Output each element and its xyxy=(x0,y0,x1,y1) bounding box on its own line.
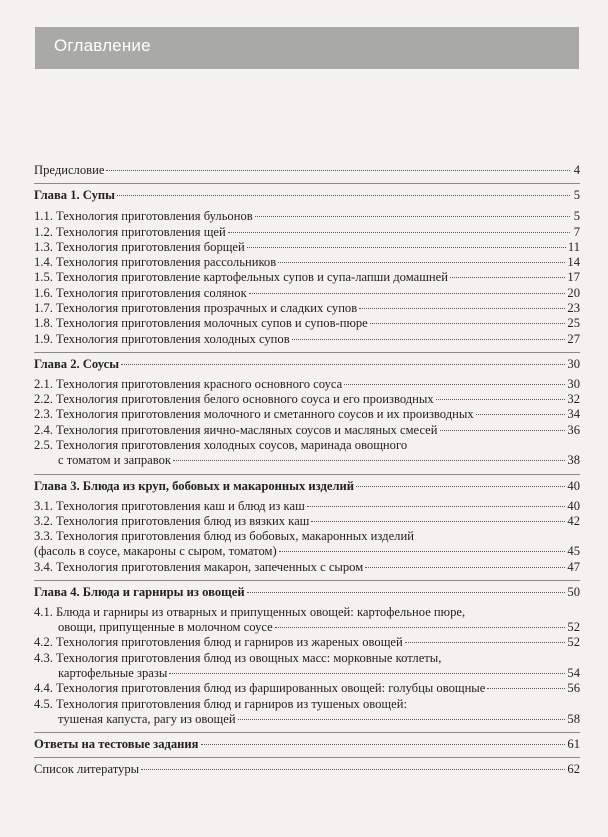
leader-dots xyxy=(106,170,570,171)
toc-entry[interactable] xyxy=(34,316,580,331)
toc-entry[interactable] xyxy=(34,286,580,301)
leader-dots xyxy=(255,216,570,217)
toc-entry-title: 2.1. Технология приготовления красного основного соуса xyxy=(34,377,343,391)
leader-dots xyxy=(141,769,565,770)
toc-entry[interactable] xyxy=(34,407,580,422)
toc-chapter-3[interactable] xyxy=(34,479,580,494)
leader-dots xyxy=(228,232,570,233)
toc-entry-page: 23 xyxy=(567,301,580,315)
toc-entry[interactable] xyxy=(34,499,580,514)
toc-entry-title: 4.3. Технология приготовления блюд из овощных масс: морковные котлеты, xyxy=(34,651,442,665)
toc-entry-title: 1.2. Технология приготовления щей xyxy=(34,225,226,239)
leader-dots xyxy=(356,486,565,487)
toc-entry-page: 42 xyxy=(567,514,580,528)
leader-dots xyxy=(278,262,565,263)
toc-entry-page: 50 xyxy=(567,585,580,599)
toc-entry-title: 3.4. Технология приготовления макарон, запеченных с сыром xyxy=(34,560,364,574)
toc-entry-page: 58 xyxy=(567,712,580,726)
toc-entry[interactable] xyxy=(34,377,580,392)
leader-dots xyxy=(359,308,565,309)
toc-entry-page: 30 xyxy=(567,357,580,371)
divider xyxy=(34,757,580,758)
page-title: Оглавление xyxy=(54,36,151,55)
toc-entry[interactable] xyxy=(34,560,580,575)
toc-entry-multiline[interactable] xyxy=(34,697,580,727)
toc-entry-title: 4.1. Блюда и гарниры из отварных и припущенных овощей: картофельное пюре, xyxy=(34,605,466,619)
leader-dots xyxy=(405,642,566,643)
toc-entry-page: 56 xyxy=(567,681,580,695)
divider xyxy=(34,183,580,184)
toc-entry-title: 3.2. Технология приготовления блюд из вязких каш xyxy=(34,514,310,528)
toc-entry-title: 2.4. Технология приготовления яично-масляных соусов и масляных смесей xyxy=(34,423,438,437)
leader-dots xyxy=(307,506,566,507)
toc-entry-title-cont: с томатом и заправок xyxy=(58,453,171,467)
toc-entry-title: 4.4. Технология приготовления блюд из фаршированных овощей: голубцы овощные xyxy=(34,681,486,695)
toc-chapter-1[interactable] xyxy=(34,188,580,203)
toc-chapter-title: Глава 3. Блюда из круп, бобовых и макаронных изделий xyxy=(34,479,355,493)
leader-dots xyxy=(247,592,566,593)
toc-entry[interactable] xyxy=(34,225,580,240)
toc-entry-page: 20 xyxy=(567,286,580,300)
toc-entry-page: 11 xyxy=(567,240,580,254)
leader-dots xyxy=(117,195,570,196)
toc-chapter-title: Глава 1. Супы xyxy=(34,188,115,202)
divider xyxy=(34,352,580,353)
toc-entry-page: 25 xyxy=(567,316,580,330)
toc-chapter-title: Глава 2. Соусы xyxy=(34,357,120,371)
leader-dots xyxy=(487,688,565,689)
toc-entry-page: 7 xyxy=(573,225,580,239)
leader-dots xyxy=(450,277,565,278)
toc-entry-title-cont: (фасоль в соусе, макароны с сыром, томатом) xyxy=(34,544,277,558)
leader-dots xyxy=(247,247,566,248)
leader-dots xyxy=(311,521,565,522)
toc-entry-page: 40 xyxy=(567,479,580,493)
toc-entry-page: 47 xyxy=(567,560,580,574)
leader-dots xyxy=(440,430,566,431)
toc-entry-answers[interactable] xyxy=(34,737,580,752)
toc-entry-multiline[interactable] xyxy=(34,438,580,468)
toc-entry-page: 5 xyxy=(573,209,580,223)
toc-entry[interactable] xyxy=(34,240,580,255)
toc-entry-page: 52 xyxy=(567,620,580,634)
toc-entry-page: 34 xyxy=(567,407,580,421)
toc-entry-page: 14 xyxy=(567,255,580,269)
toc-entry[interactable] xyxy=(34,635,580,650)
toc-entry-multiline[interactable] xyxy=(34,529,580,559)
leader-dots xyxy=(365,567,565,568)
toc-entry-title-cont: овощи, припущенные в молочном соусе xyxy=(58,620,273,634)
toc-entry-title: 2.3. Технология приготовления молочного и сметанного соусов и их производных xyxy=(34,407,474,421)
toc-chapter-4[interactable] xyxy=(34,585,580,600)
toc-entry[interactable] xyxy=(34,332,580,347)
toc-entry-title: 1.6. Технология приготовления солянок xyxy=(34,286,247,300)
toc-entry-title: 4.5. Технология приготовления блюд и гарниров из тушеных овощей: xyxy=(34,697,407,711)
leader-dots xyxy=(173,460,565,461)
toc-entry-title: 3.1. Технология приготовления каш и блюд из каш xyxy=(34,499,305,513)
toc-entry-page: 54 xyxy=(567,666,580,680)
leader-dots xyxy=(436,399,566,400)
toc-entry-title: Предисловие xyxy=(34,163,105,177)
leader-dots xyxy=(344,384,565,385)
toc-entry-title-cont: картофельные зразы xyxy=(58,666,168,680)
toc-entry-title: 1.1. Технология приготовления бульонов xyxy=(34,209,253,223)
toc-entry-multiline[interactable] xyxy=(34,605,580,635)
toc-entry-title: 1.7. Технология приготовления прозрачных и сладких супов xyxy=(34,301,358,315)
toc-entry-title: 2.5. Технология приготовления холодных соусов, маринада овощного xyxy=(34,438,408,452)
toc-entry[interactable] xyxy=(34,392,580,407)
toc-entry[interactable] xyxy=(34,255,580,270)
leader-dots xyxy=(279,551,566,552)
toc-entry[interactable] xyxy=(34,209,580,224)
toc-entry[interactable] xyxy=(34,423,580,438)
leader-dots xyxy=(476,414,566,415)
leader-dots xyxy=(238,719,566,720)
toc-entry-title: 1.4. Технология приготовления рассольников xyxy=(34,255,277,269)
toc-entry-page: 17 xyxy=(567,270,580,284)
divider xyxy=(34,580,580,581)
leader-dots xyxy=(169,673,565,674)
toc-entry-page: 52 xyxy=(567,635,580,649)
toc-entry-page: 27 xyxy=(567,332,580,346)
toc-entry-title: 1.8. Технология приготовления молочных супов и супов-пюре xyxy=(34,316,368,330)
toc-entry-page: 45 xyxy=(567,544,580,558)
toc-entry-page: 40 xyxy=(567,499,580,513)
toc-entry-page: 5 xyxy=(573,188,580,202)
contents-header xyxy=(35,27,579,69)
toc-entry-page: 30 xyxy=(567,377,580,391)
leader-dots xyxy=(201,744,566,745)
toc-entry-preface[interactable] xyxy=(34,163,580,178)
toc-chapter-title: Ответы на тестовые задания xyxy=(34,737,199,751)
toc-entry-title: 4.2. Технология приготовления блюд и гарниров из жареных овощей xyxy=(34,635,403,649)
leader-dots xyxy=(249,293,566,294)
toc-entry-page: 32 xyxy=(567,392,580,406)
toc-entry-page: 62 xyxy=(567,762,580,776)
toc-chapter-title: Глава 4. Блюда и гарниры из овощей xyxy=(34,585,245,599)
leader-dots xyxy=(292,339,566,340)
toc-entry[interactable] xyxy=(34,301,580,316)
toc-entry-page: 36 xyxy=(567,423,580,437)
toc-entry[interactable] xyxy=(34,681,580,696)
toc-entry-references[interactable] xyxy=(34,762,580,777)
toc-chapter-2[interactable] xyxy=(34,357,580,372)
toc-entry-title: 1.5. Технология приготовление картофельных супов и супа-лапши домашней xyxy=(34,270,448,284)
divider xyxy=(34,474,580,475)
leader-dots xyxy=(275,627,566,628)
toc-entry[interactable] xyxy=(34,270,580,285)
leader-dots xyxy=(121,364,565,365)
toc-entry-title: 3.3. Технология приготовления блюд из бобовых, макаронных изделий xyxy=(34,529,414,543)
toc-entry-multiline[interactable] xyxy=(34,651,580,681)
toc-entry-title-cont: тушеная капуста, рагу из овощей xyxy=(58,712,236,726)
toc-entry-title: 1.3. Технология приготовления борщей xyxy=(34,240,245,254)
toc-entry-title: Список литературы xyxy=(34,762,140,776)
toc-entry-title: 2.2. Технология приготовления белого основного соуса и его производных xyxy=(34,392,434,406)
toc-entry-page: 4 xyxy=(573,163,580,177)
toc-entry-title: 1.9. Технология приготовления холодных супов xyxy=(34,332,290,346)
toc-entry[interactable] xyxy=(34,514,580,529)
leader-dots xyxy=(370,323,566,324)
divider xyxy=(34,732,580,733)
toc-entry-page: 61 xyxy=(567,737,580,751)
toc-entry-page: 38 xyxy=(567,453,580,467)
